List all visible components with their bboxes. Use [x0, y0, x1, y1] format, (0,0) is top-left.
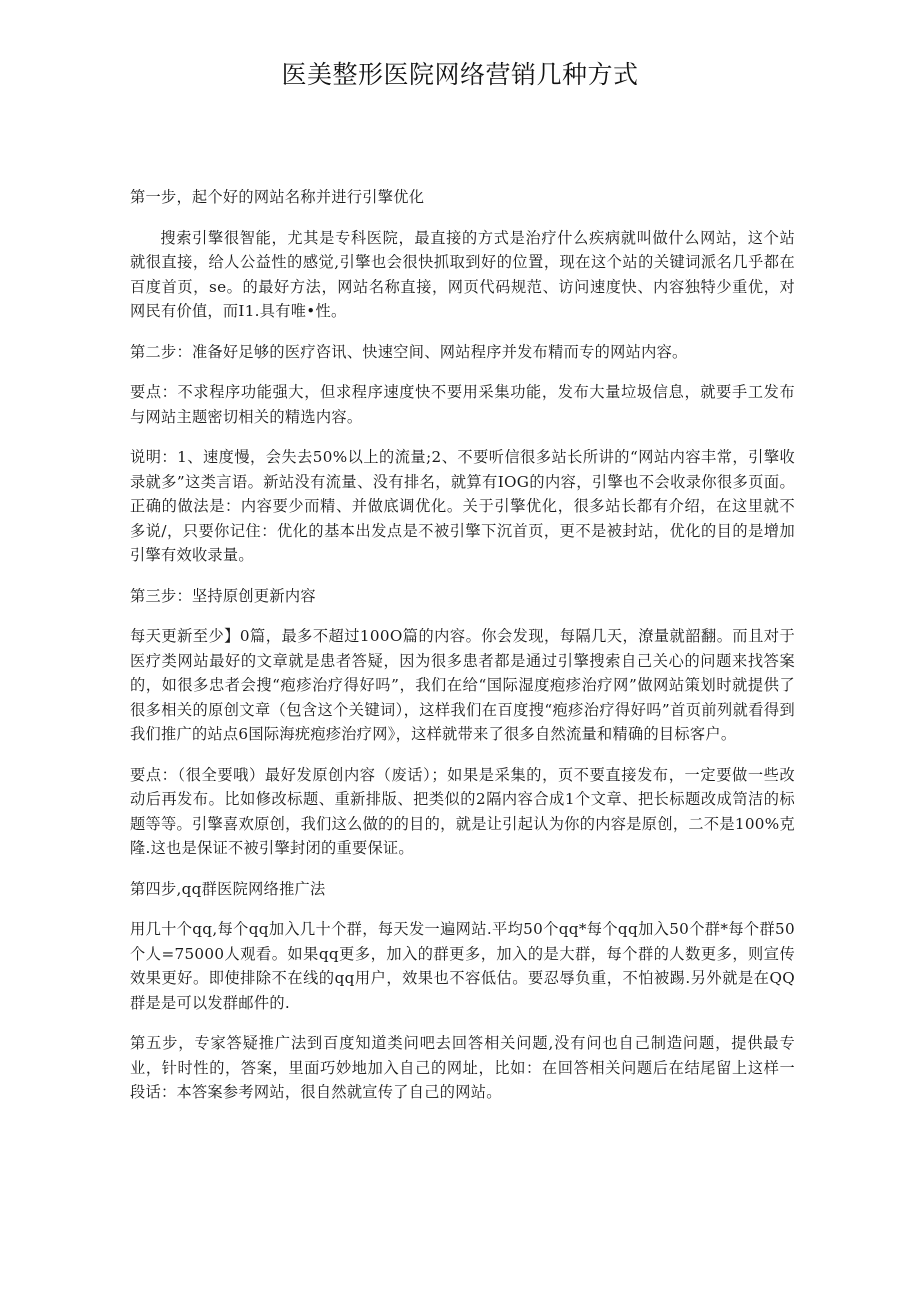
step-2-explanation: 说明：1、速度慢，会失去50%以上的流量;2、不要听信很多站长所讲的“网站内容丰常，引擎收录就多”这类言语。新站没有流量、没有排名，就算有IOG的内容，引擎也不会收录你很多页面。正确的做法是：内容要少而精、并做底调优化。关于引擎优化，很多站长都有介绍，在这里就不多说/，只要你记住：优化的基本出发点是不被引擎下沉首页，更不是被封站，优化的目的是增加引擎有效收录量。 — [130, 448, 795, 564]
step-2-key-points: 要点：不求程序功能强大，但求程序速度快不要用采集功能，发布大量垃圾信息，就要手工发布与网站主题密切相关的精选内容。 — [130, 383, 795, 426]
document-body — [130, 185, 795, 1121]
step-2-heading: 第二步：准备好足够的医疗咨讯、快速空间、网站程序并发布精而专的网站内容。 — [130, 342, 688, 361]
step-3-paragraph: 每天更新至少】0篇，最多不超过100O篇的内容。你会发现，每隔几天，潦量就韶翻。而且对于医疗类网站最好的文章就是患者答疑，因为很多患者都是通过引擎搜索自己关心的问题来找答案的，如很多忠者会搜“疱疹治疗得好吗”，我们在给“国际湿度疱疹治疗网”做网站策划时就提供了很多相关的原创文章（包含这个关键词），这样我们在百度搜“疱疹治疗得好吗”首页前列就看得到我们推广的站点6国际海疣疱疹治疗网》，这样就带来了很多自然流量和精确的目标客户。 — [130, 627, 795, 743]
step-3-heading: 第三步：坚持原创更新内容 — [130, 586, 316, 605]
step-4-heading: 第四步,qq群医院网络推广法 — [130, 879, 326, 898]
document-title: 医美整形医院网络营销几种方式 — [281, 60, 639, 89]
step-1-paragraph: 搜索引擎很智能，尤其是专科医院，最直接的方式是治疗什么疾病就叫做什么网站，这个站就很直接，给人公益性的感觉,引擎也会很快抓取到好的位置，现在这个站的关键词派名几乎都在百度首页，se。的最好方法，网站名称直接，网页代码规范、访问速度快、内容独特少重优，对网民有价值，而I1.具有唯•性。 — [130, 228, 795, 320]
step-4-paragraph: 用几十个qq,每个qq加入几十个群，每天发一遍网站.平均50个qq*每个qq加入50个群*每个群50个人=75000人观看。如果qq更多，加入的群更多，加入的是大群，每个群的人数更多，则宣传效果更好。即使排除不在线的qq用户，效果也不容低估。要忍辱负重，不怕被踢.另外就是在QQ群是是可以发群邮件的. — [130, 920, 795, 1012]
step-1-heading: 第一步，起个好的网站名称并进行引擎优化 — [130, 188, 425, 206]
step-5-paragraph: 第五步，专家答疑推广法到百度知道类问吧去回答相关问题,没有问也自己制造问题，提供最专业，针时性的，答案，里面巧妙地加入自己的网址，比如：在回答相关问题后在结尾留上这样一段话：本答案参考网站，很自然就宣传了自己的网站。 — [130, 1034, 795, 1101]
step-3-key-points: 要点：（很全要哦）最好发原创内容（废话）；如果是采集的，页不要直接发布，一定要做一些改动后再发布。比如修改标题、重新排版、把类似的2隔内容合成1个文章、把长标题改成笥洁的标题等等。引擎喜欢原创，我们这么做的的目的，就是让引起认为你的内容是原创，二不是100%克隆.这也是保证不被引擎封闭的重要保证。 — [130, 765, 795, 857]
